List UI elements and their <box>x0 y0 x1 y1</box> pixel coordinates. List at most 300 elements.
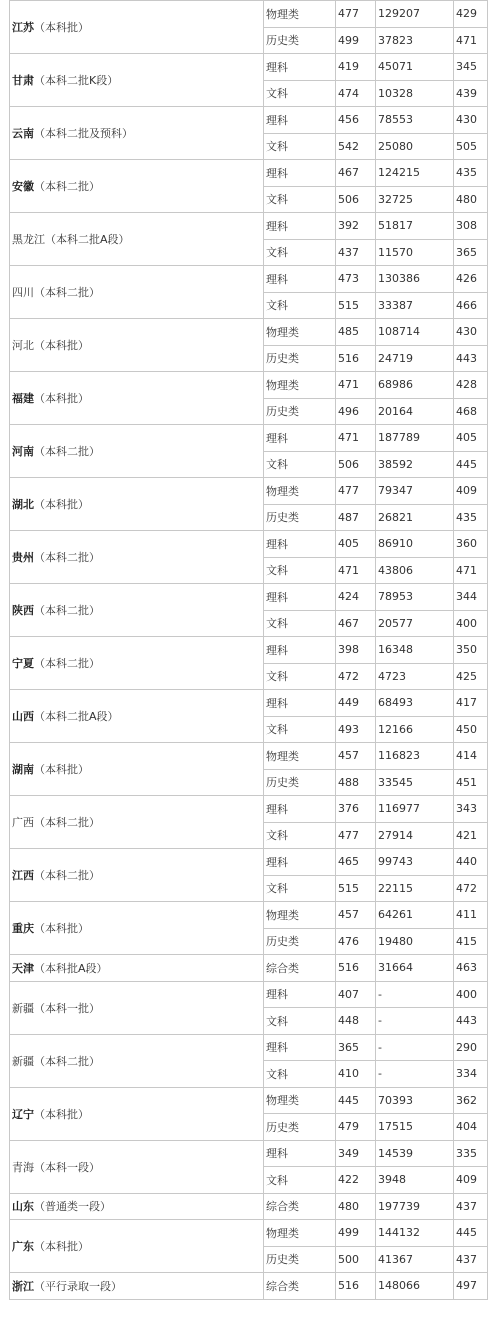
table-row <box>10 1 488 28</box>
control-line-cell: 437 <box>454 1246 488 1273</box>
score-cell: 516 <box>336 1273 376 1300</box>
rank-cell: 129207 <box>376 1 454 28</box>
control-line-cell: 471 <box>454 27 488 54</box>
province-cell <box>10 425 264 478</box>
province-cell <box>10 1087 264 1140</box>
score-cell: 506 <box>336 186 376 213</box>
score-cell: 471 <box>336 425 376 452</box>
control-line-cell: 445 <box>454 451 488 478</box>
control-line-cell: 428 <box>454 372 488 399</box>
subject-type-cell: 历史类 <box>264 345 336 372</box>
control-line-cell: 463 <box>454 955 488 982</box>
batch-name: （平行录取一段） <box>34 1279 122 1293</box>
subject-type-cell: 历史类 <box>264 398 336 425</box>
score-cell: 480 <box>336 1193 376 1220</box>
score-cell: 516 <box>336 955 376 982</box>
province-name: 陕西 <box>12 604 34 617</box>
province-name: 青海 <box>12 1160 34 1174</box>
province-name: 辽宁 <box>12 1107 34 1121</box>
score-cell: 457 <box>336 902 376 929</box>
province-cell <box>10 955 264 982</box>
subject-type-cell: 文科 <box>264 557 336 584</box>
rank-cell: 108714 <box>376 319 454 346</box>
batch-name: （本科批） <box>34 392 89 405</box>
subject-type-cell: 理科 <box>264 531 336 558</box>
subject-type-cell: 文科 <box>264 133 336 160</box>
batch-name: （本科二批） <box>34 1054 100 1068</box>
control-line-cell: 450 <box>454 716 488 743</box>
subject-type-cell: 理科 <box>264 54 336 81</box>
subject-type-cell: 历史类 <box>264 1114 336 1141</box>
score-cell: 472 <box>336 663 376 690</box>
subject-type-cell: 综合类 <box>264 1273 336 1300</box>
batch-name: （本科二批） <box>34 869 100 882</box>
province-name: 江苏 <box>12 21 34 34</box>
control-line-cell: 400 <box>454 610 488 637</box>
control-line-cell: 466 <box>454 292 488 319</box>
subject-type-cell: 文科 <box>264 610 336 637</box>
province-cell <box>10 981 264 1034</box>
table-row <box>10 1140 488 1167</box>
subject-type-cell: 历史类 <box>264 1246 336 1273</box>
score-cell: 479 <box>336 1114 376 1141</box>
province-cell <box>10 1220 264 1273</box>
score-cell: 457 <box>336 743 376 770</box>
subject-type-cell: 文科 <box>264 451 336 478</box>
province-cell <box>10 531 264 584</box>
control-line-cell: 472 <box>454 875 488 902</box>
subject-type-cell: 文科 <box>264 186 336 213</box>
control-line-cell: 345 <box>454 54 488 81</box>
rank-cell: 144132 <box>376 1220 454 1247</box>
subject-type-cell: 物理类 <box>264 372 336 399</box>
control-line-cell: 409 <box>454 1167 488 1194</box>
rank-cell: 33387 <box>376 292 454 319</box>
rank-cell: 26821 <box>376 504 454 531</box>
rank-cell: 64261 <box>376 902 454 929</box>
province-name: 河南 <box>12 445 34 458</box>
control-line-cell: 405 <box>454 425 488 452</box>
control-line-cell: 409 <box>454 478 488 505</box>
subject-type-cell: 文科 <box>264 875 336 902</box>
rank-cell: - <box>376 981 454 1008</box>
score-cell: 410 <box>336 1061 376 1088</box>
rank-cell: 32725 <box>376 186 454 213</box>
subject-type-cell: 理科 <box>264 796 336 823</box>
score-cell: 407 <box>336 981 376 1008</box>
control-line-cell: 343 <box>454 796 488 823</box>
control-line-cell: 365 <box>454 239 488 266</box>
table-row <box>10 1220 488 1247</box>
rank-cell: 68986 <box>376 372 454 399</box>
province-cell <box>10 796 264 849</box>
province-cell <box>10 690 264 743</box>
subject-type-cell: 文科 <box>264 822 336 849</box>
score-cell: 467 <box>336 160 376 187</box>
control-line-cell: 426 <box>454 266 488 293</box>
subject-type-cell: 理科 <box>264 107 336 134</box>
province-cell <box>10 902 264 955</box>
batch-name: （本科二批K段） <box>34 74 119 87</box>
table-row <box>10 372 488 399</box>
batch-name: （普通类一段） <box>34 1200 111 1214</box>
subject-type-cell: 物理类 <box>264 1087 336 1114</box>
table-row <box>10 531 488 558</box>
rank-cell: 22115 <box>376 875 454 902</box>
score-cell: 445 <box>336 1087 376 1114</box>
province-name: 云南 <box>12 127 34 140</box>
control-line-cell: 290 <box>454 1034 488 1061</box>
province-name: 天津 <box>12 961 34 975</box>
subject-type-cell: 理科 <box>264 425 336 452</box>
rank-cell: 17515 <box>376 1114 454 1141</box>
subject-type-cell: 理科 <box>264 266 336 293</box>
control-line-cell: 414 <box>454 743 488 770</box>
rank-cell: 148066 <box>376 1273 454 1300</box>
province-name: 贵州 <box>12 551 34 564</box>
score-cell: 473 <box>336 266 376 293</box>
control-line-cell: 400 <box>454 981 488 1008</box>
province-name: 黑龙江 <box>12 233 45 246</box>
batch-name: （本科二批） <box>34 286 100 299</box>
rank-cell: 68493 <box>376 690 454 717</box>
subject-type-cell: 综合类 <box>264 955 336 982</box>
batch-name: （本科批） <box>34 1107 89 1121</box>
subject-type-cell: 理科 <box>264 213 336 240</box>
score-cell: 477 <box>336 822 376 849</box>
score-cell: 437 <box>336 239 376 266</box>
table-row <box>10 637 488 664</box>
control-line-cell: 430 <box>454 107 488 134</box>
score-cell: 477 <box>336 1 376 28</box>
control-line-cell: 497 <box>454 1273 488 1300</box>
subject-type-cell: 理科 <box>264 690 336 717</box>
rank-cell: 10328 <box>376 80 454 107</box>
subject-type-cell: 文科 <box>264 239 336 266</box>
control-line-cell: 429 <box>454 1 488 28</box>
subject-type-cell: 理科 <box>264 1034 336 1061</box>
score-cell: 515 <box>336 292 376 319</box>
table-row <box>10 584 488 611</box>
subject-type-cell: 理科 <box>264 981 336 1008</box>
control-line-cell: 430 <box>454 319 488 346</box>
table-row <box>10 690 488 717</box>
rank-cell: 41367 <box>376 1246 454 1273</box>
batch-name: （本科二批及预科） <box>34 127 133 140</box>
subject-type-cell: 文科 <box>264 292 336 319</box>
control-line-cell: 439 <box>454 80 488 107</box>
batch-name: （本科二批） <box>34 445 100 458</box>
table-row <box>10 955 488 982</box>
score-cell: 499 <box>336 1220 376 1247</box>
province-name: 新疆 <box>12 1001 34 1015</box>
control-line-cell: 308 <box>454 213 488 240</box>
rank-cell: 4723 <box>376 663 454 690</box>
province-name: 福建 <box>12 392 34 405</box>
control-line-cell: 415 <box>454 928 488 955</box>
subject-type-cell: 文科 <box>264 1167 336 1194</box>
score-cell: 516 <box>336 345 376 372</box>
rank-cell: 27914 <box>376 822 454 849</box>
province-cell <box>10 54 264 107</box>
rank-cell: 116823 <box>376 743 454 770</box>
batch-name: （本科二批A段） <box>45 233 130 246</box>
score-cell: 465 <box>336 849 376 876</box>
table-row <box>10 107 488 134</box>
control-line-cell: 480 <box>454 186 488 213</box>
province-cell <box>10 160 264 213</box>
batch-name: （本科批A段） <box>34 961 108 975</box>
subject-type-cell: 物理类 <box>264 743 336 770</box>
control-line-cell: 440 <box>454 849 488 876</box>
score-cell: 349 <box>336 1140 376 1167</box>
control-line-cell: 443 <box>454 345 488 372</box>
score-cell: 477 <box>336 478 376 505</box>
control-line-cell: 360 <box>454 531 488 558</box>
score-cell: 476 <box>336 928 376 955</box>
score-cell: 398 <box>336 637 376 664</box>
score-cell: 487 <box>336 504 376 531</box>
score-cell: 456 <box>336 107 376 134</box>
province-cell <box>10 849 264 902</box>
subject-type-cell: 历史类 <box>264 928 336 955</box>
province-name: 江西 <box>12 869 34 882</box>
subject-type-cell: 理科 <box>264 637 336 664</box>
batch-name: （本科批） <box>34 1240 89 1253</box>
subject-type-cell: 理科 <box>264 584 336 611</box>
score-cell: 405 <box>336 531 376 558</box>
province-name: 河北 <box>12 339 34 352</box>
table-row <box>10 478 488 505</box>
batch-name: （本科二批） <box>34 180 100 193</box>
province-cell <box>10 478 264 531</box>
rank-cell: 14539 <box>376 1140 454 1167</box>
rank-cell: 38592 <box>376 451 454 478</box>
table-row <box>10 981 488 1008</box>
rank-cell: 33545 <box>376 769 454 796</box>
rank-cell: 86910 <box>376 531 454 558</box>
subject-type-cell: 文科 <box>264 80 336 107</box>
province-cell <box>10 1140 264 1193</box>
rank-cell: 16348 <box>376 637 454 664</box>
rank-cell: 19480 <box>376 928 454 955</box>
province-name: 四川 <box>12 286 34 299</box>
subject-type-cell: 理科 <box>264 160 336 187</box>
batch-name: （本科二批） <box>34 657 100 670</box>
table-row <box>10 160 488 187</box>
province-name: 重庆 <box>12 922 34 935</box>
batch-name: （本科批） <box>34 763 89 776</box>
subject-type-cell: 综合类 <box>264 1193 336 1220</box>
subject-type-cell: 历史类 <box>264 504 336 531</box>
province-cell <box>10 1034 264 1087</box>
score-cell: 471 <box>336 372 376 399</box>
control-line-cell: 435 <box>454 504 488 531</box>
batch-name: （本科批） <box>34 498 89 511</box>
rank-cell: 20164 <box>376 398 454 425</box>
province-name: 宁夏 <box>12 657 34 670</box>
control-line-cell: 344 <box>454 584 488 611</box>
subject-type-cell: 物理类 <box>264 1220 336 1247</box>
control-line-cell: 425 <box>454 663 488 690</box>
subject-type-cell: 文科 <box>264 1008 336 1035</box>
table-row <box>10 796 488 823</box>
batch-name: （本科二批） <box>34 604 100 617</box>
score-cell: 488 <box>336 769 376 796</box>
subject-type-cell: 理科 <box>264 849 336 876</box>
province-cell <box>10 266 264 319</box>
subject-type-cell: 物理类 <box>264 478 336 505</box>
province-cell <box>10 319 264 372</box>
score-cell: 471 <box>336 557 376 584</box>
score-cell: 500 <box>336 1246 376 1273</box>
province-name: 湖北 <box>12 498 34 511</box>
score-cell: 493 <box>336 716 376 743</box>
province-cell <box>10 1193 264 1220</box>
control-line-cell: 334 <box>454 1061 488 1088</box>
batch-name: （本科二批A段） <box>34 710 119 723</box>
score-cell: 449 <box>336 690 376 717</box>
subject-type-cell: 物理类 <box>264 1 336 28</box>
control-line-cell: 350 <box>454 637 488 664</box>
rank-cell: 20577 <box>376 610 454 637</box>
batch-name: （本科批） <box>34 21 89 34</box>
rank-cell: 43806 <box>376 557 454 584</box>
rank-cell: - <box>376 1061 454 1088</box>
control-line-cell: 471 <box>454 557 488 584</box>
province-name: 浙江 <box>12 1279 34 1293</box>
rank-cell: 11570 <box>376 239 454 266</box>
table-row <box>10 1273 488 1300</box>
table-row <box>10 266 488 293</box>
rank-cell: 78953 <box>376 584 454 611</box>
rank-cell: 116977 <box>376 796 454 823</box>
rank-cell: 197739 <box>376 1193 454 1220</box>
rank-cell: 99743 <box>376 849 454 876</box>
score-cell: 448 <box>336 1008 376 1035</box>
rank-cell: 12166 <box>376 716 454 743</box>
province-name: 湖南 <box>12 763 34 776</box>
control-line-cell: 411 <box>454 902 488 929</box>
control-line-cell: 468 <box>454 398 488 425</box>
province-cell <box>10 1273 264 1300</box>
rank-cell: 45071 <box>376 54 454 81</box>
subject-type-cell: 文科 <box>264 1061 336 1088</box>
province-name: 广西 <box>12 816 34 829</box>
score-cell: 474 <box>336 80 376 107</box>
province-name: 甘肃 <box>12 74 34 87</box>
rank-cell: - <box>376 1034 454 1061</box>
province-cell <box>10 107 264 160</box>
score-cell: 365 <box>336 1034 376 1061</box>
score-cell: 467 <box>336 610 376 637</box>
control-line-cell: 451 <box>454 769 488 796</box>
province-name: 山东 <box>12 1200 34 1214</box>
province-cell <box>10 1 264 54</box>
rank-cell: 187789 <box>376 425 454 452</box>
control-line-cell: 421 <box>454 822 488 849</box>
batch-name: （本科一批） <box>34 1001 100 1015</box>
province-cell <box>10 743 264 796</box>
table-row <box>10 1034 488 1061</box>
batch-name: （本科批） <box>34 339 89 352</box>
rank-cell: - <box>376 1008 454 1035</box>
control-line-cell: 445 <box>454 1220 488 1247</box>
score-cell: 424 <box>336 584 376 611</box>
subject-type-cell: 文科 <box>264 663 336 690</box>
score-cell: 542 <box>336 133 376 160</box>
score-cell: 499 <box>336 27 376 54</box>
rank-cell: 124215 <box>376 160 454 187</box>
control-line-cell: 362 <box>454 1087 488 1114</box>
subject-type-cell: 物理类 <box>264 319 336 346</box>
batch-name: （本科二批） <box>34 816 100 829</box>
control-line-cell: 404 <box>454 1114 488 1141</box>
admission-score-table <box>9 0 488 1300</box>
subject-type-cell: 物理类 <box>264 902 336 929</box>
control-line-cell: 335 <box>454 1140 488 1167</box>
province-name: 新疆 <box>12 1054 34 1068</box>
batch-name: （本科二批） <box>34 551 100 564</box>
rank-cell: 24719 <box>376 345 454 372</box>
admission-score-table-container <box>9 0 487 1300</box>
table-row <box>10 213 488 240</box>
province-name: 安徽 <box>12 180 34 193</box>
province-cell <box>10 213 264 266</box>
score-cell: 419 <box>336 54 376 81</box>
table-row <box>10 743 488 770</box>
subject-type-cell: 理科 <box>264 1140 336 1167</box>
rank-cell: 25080 <box>376 133 454 160</box>
subject-type-cell: 历史类 <box>264 27 336 54</box>
table-row <box>10 425 488 452</box>
rank-cell: 3948 <box>376 1167 454 1194</box>
score-cell: 376 <box>336 796 376 823</box>
rank-cell: 51817 <box>376 213 454 240</box>
table-body <box>10 1 488 1300</box>
score-cell: 515 <box>336 875 376 902</box>
table-row <box>10 1193 488 1220</box>
batch-name: （本科一段） <box>34 1160 100 1174</box>
score-cell: 506 <box>336 451 376 478</box>
table-row <box>10 1087 488 1114</box>
control-line-cell: 437 <box>454 1193 488 1220</box>
table-row <box>10 902 488 929</box>
rank-cell: 78553 <box>376 107 454 134</box>
province-name: 广东 <box>12 1240 34 1253</box>
control-line-cell: 417 <box>454 690 488 717</box>
batch-name: （本科批） <box>34 922 89 935</box>
rank-cell: 31664 <box>376 955 454 982</box>
province-name: 山西 <box>12 710 34 723</box>
table-row <box>10 54 488 81</box>
subject-type-cell: 历史类 <box>264 769 336 796</box>
rank-cell: 70393 <box>376 1087 454 1114</box>
province-cell <box>10 372 264 425</box>
province-cell <box>10 637 264 690</box>
score-cell: 392 <box>336 213 376 240</box>
rank-cell: 130386 <box>376 266 454 293</box>
province-cell <box>10 584 264 637</box>
table-row <box>10 319 488 346</box>
rank-cell: 79347 <box>376 478 454 505</box>
subject-type-cell: 文科 <box>264 716 336 743</box>
score-cell: 496 <box>336 398 376 425</box>
control-line-cell: 443 <box>454 1008 488 1035</box>
control-line-cell: 505 <box>454 133 488 160</box>
score-cell: 485 <box>336 319 376 346</box>
table-row <box>10 849 488 876</box>
